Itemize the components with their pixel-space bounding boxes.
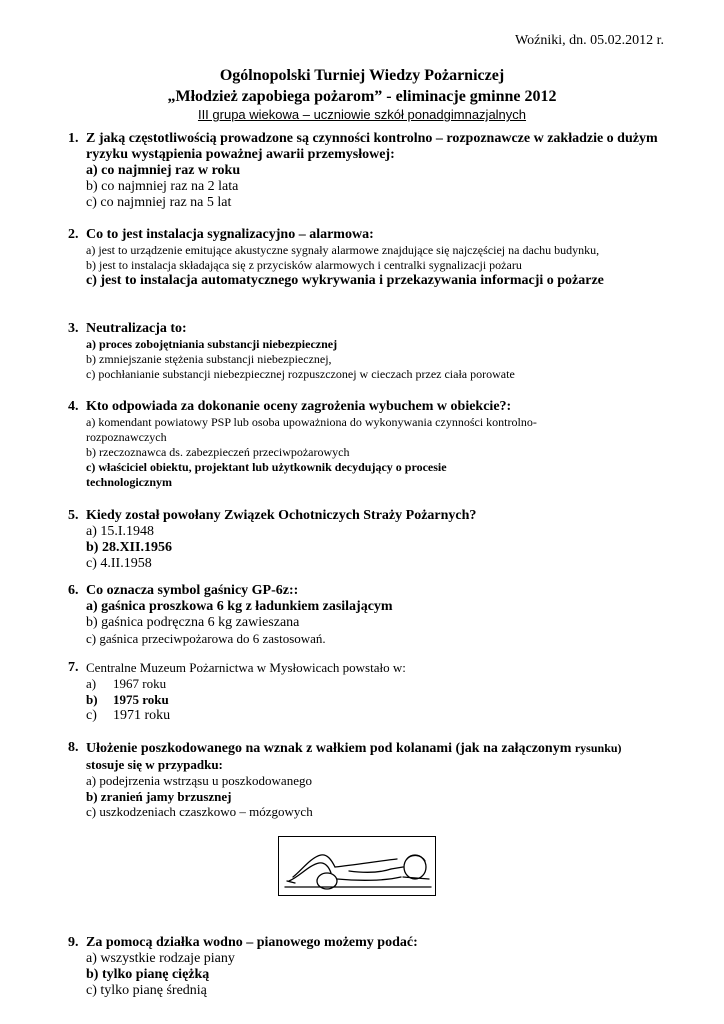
document-title: Ogólnopolski Turniej Wiedzy Pożarniczej — [219, 67, 505, 84]
answer-b: b) co najmniej raz na 2 lata — [86, 179, 239, 194]
answer-c: c) pochłanianie substancji niebezpiecznej rozpuszczonej w cieczach przez ciała porowate — [86, 367, 515, 381]
answer-c: c) tylko pianę średnią — [86, 983, 207, 998]
answer-text: 1971 roku — [113, 708, 171, 723]
question-number: 2. — [68, 227, 79, 242]
answer-a: a) wszystkie rodzaje piany — [86, 951, 235, 966]
question-text: Centralne Muzeum Pożarnictwa w Mysłowicach powstało w: — [86, 660, 406, 675]
question-7 — [68, 660, 688, 724]
question-number: 4. — [68, 399, 79, 414]
answer-a: a) podejrzenia wstrząsu u poszkodowanego — [86, 773, 312, 788]
lying-person-drawing — [279, 837, 435, 895]
answer-a: a) co najmniej raz w roku — [86, 163, 241, 178]
document-title-2: „Młodzież zapobiega pożarom” - eliminacje gminne 2012 — [167, 88, 557, 105]
question-number: 8. — [68, 740, 79, 755]
question-3 — [68, 321, 688, 382]
question-9 — [68, 935, 688, 999]
answer-letter: c) — [86, 708, 97, 723]
question-4 — [68, 399, 688, 490]
answer-c — [86, 708, 688, 724]
answer-a: a) proces zobojętniania substancji niebezpiecznej — [86, 337, 338, 351]
answer-b: b) zranień jamy brzusznej — [86, 788, 232, 804]
question-1 — [68, 131, 688, 211]
question-text-main: Ułożenie poszkodowanego na wznak z wałkiem pod kolanami (jak na załączonym — [86, 741, 572, 756]
question-number: 7. — [68, 660, 79, 675]
question-text: Co oznacza symbol gaśnicy GP-6z:: — [86, 583, 299, 598]
question-2 — [68, 227, 688, 289]
question-text: Co to jest instalacja sygnalizacyjno – alarmowa: — [86, 227, 374, 242]
question-number: 1. — [68, 131, 79, 146]
answer-b: b) jest to instalacja składająca się z przycisków alarmowych i centralki sygnalizacji pożaru — [86, 258, 522, 272]
question-text: Kto odpowiada za dokonanie oceny zagrożenia wybuchem w obiekcie?: — [86, 399, 512, 414]
answer-c: c) uszkodzeniach czaszkowo – mózgowych — [86, 804, 313, 819]
question-text: Z jaką częstotliwością prowadzone są czynności kontrolno – rozpoznawcze w zakładzie o dużym ryzyku wystąpienia poważnej awarii przemysłowej: — [86, 131, 658, 162]
recovery-position-illustration — [278, 836, 436, 896]
answer-text: 1975 roku — [113, 692, 169, 707]
answer-b: b) 28.XII.1956 — [86, 540, 172, 555]
answer-c: c) jest to instalacja automatycznego wykrywania i przekazywania informacji o pożarze — [86, 273, 604, 288]
question-number: 5. — [68, 508, 79, 523]
answer-b: b) zmniejszanie stężenia substancji niebezpiecznej, — [86, 352, 332, 366]
answer-c: c) właściciel obiektu, projektant lub użytkownik decydujący o procesie technologicznym — [86, 460, 447, 489]
question-8 — [68, 740, 688, 820]
question-text: Za pomocą działka wodno – pianowego możemy podać: — [86, 935, 418, 950]
question-text: Neutralizacja to: — [86, 321, 187, 336]
answer-c: c) 4.II.1958 — [86, 556, 152, 571]
answer-text: 1967 roku — [113, 676, 167, 691]
answer-a: a) gaśnica proszkowa 6 kg z ładunkiem zasilającym — [86, 599, 393, 614]
answer-a: a) komendant powiatowy PSP lub osoba upoważniona do wykonywania czynności kontrolno-rozpoznawczych — [86, 415, 537, 444]
question-text-2: stosuje się w przypadku: — [86, 757, 223, 772]
answer-a — [86, 676, 688, 692]
question-number: 6. — [68, 583, 79, 598]
question-6 — [68, 583, 688, 647]
answer-b: b) tylko pianę ciężką — [86, 967, 210, 982]
question-text — [86, 740, 688, 757]
answer-letter: a) — [86, 676, 97, 691]
document-date: Woźniki, dn. 05.02.2012 r. — [515, 33, 664, 48]
answer-c: c) gaśnica przeciwpożarowa do 6 zastosowań. — [86, 631, 326, 646]
document-subtitle: III grupa wiekowa – uczniowie szkół ponadgimnazjalnych — [197, 107, 527, 122]
answer-a: a) 15.I.1948 — [86, 524, 155, 539]
answer-b — [86, 692, 688, 708]
answer-letter: b) — [86, 692, 98, 707]
question-5 — [68, 508, 688, 572]
answer-b: b) rzeczoznawca ds. zabezpieczeń przeciwpożarowych — [86, 445, 350, 459]
question-text-small: rysunku) — [574, 741, 622, 755]
question-text: Kiedy został powołany Związek Ochotniczych Straży Pożarnych? — [86, 508, 477, 523]
answer-b: b) gaśnica podręczna 6 kg zawieszana — [86, 615, 300, 630]
answer-c: c) co najmniej raz na 5 lat — [86, 195, 232, 210]
question-number: 3. — [68, 321, 79, 336]
question-number: 9. — [68, 935, 79, 950]
answer-a: a) jest to urządzenie emitujące akustyczne sygnały alarmowe znajdujące się najczęściej na dachu budynku, — [86, 243, 600, 257]
